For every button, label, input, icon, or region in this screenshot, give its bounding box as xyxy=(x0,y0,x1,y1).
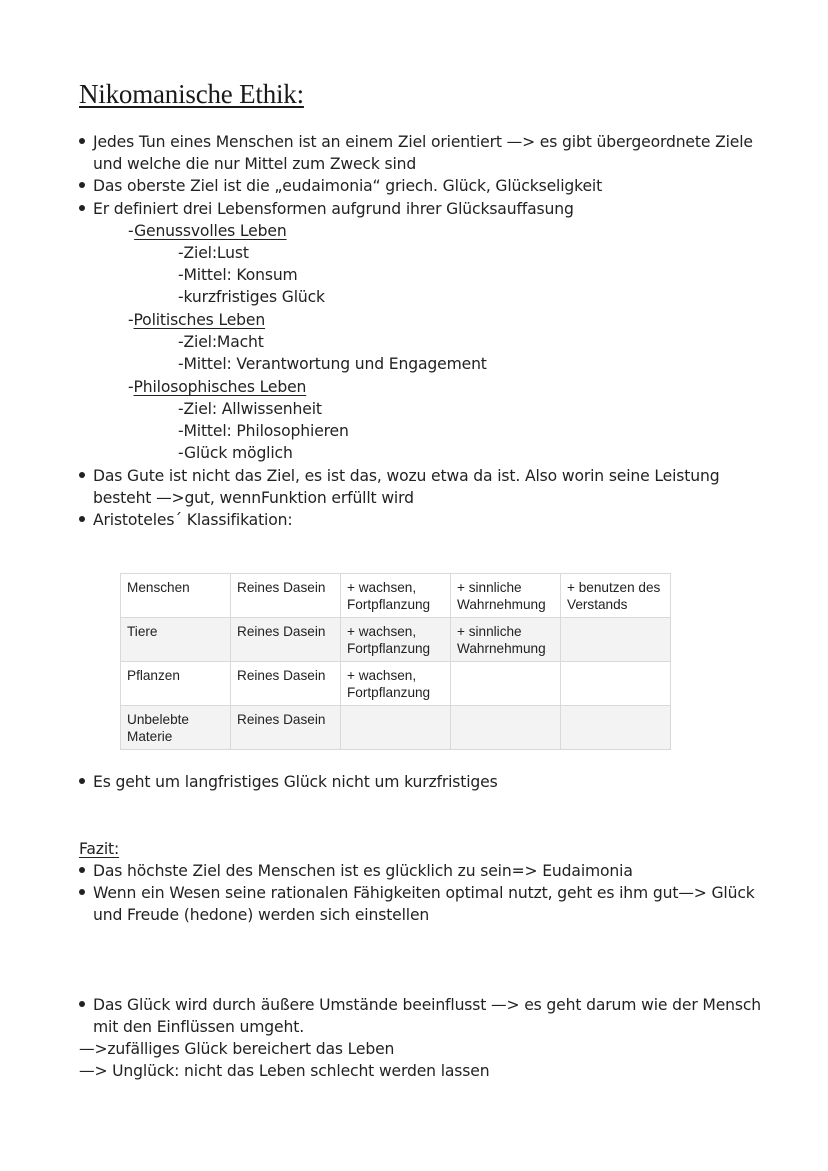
bullet-text: Das Gute ist nicht das Ziel, es ist das, wozu etwa da ist. Also worin seine Leistung xyxy=(93,467,720,485)
bullet-text: Wenn ein Wesen seine rationalen Fähigkeiten optimal nutzt, geht es ihm gut—> Glück xyxy=(93,884,755,902)
bullet-text: Jedes Tun eines Menschen ist an einem Ziel orientiert —> es gibt übergeordnete Ziele xyxy=(93,133,753,151)
bullet-item xyxy=(79,771,498,793)
bullet-icon xyxy=(79,516,85,522)
bullet-icon xyxy=(79,889,85,895)
lebensform-detail: -Mittel: Verantwortung und Engagement xyxy=(178,355,487,373)
table-row xyxy=(121,618,671,662)
table-cell: Pflanzen xyxy=(121,662,231,706)
table-cell: + wachsen, Fortpflanzung xyxy=(341,662,451,706)
lebensform-detail: -Ziel:Lust xyxy=(178,244,249,262)
bullet-icon xyxy=(79,1001,85,1007)
table-cell: Reines Dasein xyxy=(231,574,341,618)
table-cell: + sinnliche Wahrnehmung xyxy=(451,574,561,618)
lebensform-detail: -Ziel:Macht xyxy=(178,333,264,351)
table-cell: Reines Dasein xyxy=(231,662,341,706)
table-cell: + wachsen, Fortpflanzung xyxy=(341,574,451,618)
table-cell: Reines Dasein xyxy=(231,706,341,750)
lebensform-detail: -Glück möglich xyxy=(178,444,293,462)
lebensform-name: Politisches Leben xyxy=(133,311,266,329)
lebensform-detail: -Mittel: Konsum xyxy=(178,266,298,284)
bullet-item xyxy=(79,509,292,531)
page-title: Nikomanische Ethik: xyxy=(79,79,304,109)
table-cell xyxy=(561,662,671,706)
lebensform-detail: -Ziel: Allwissenheit xyxy=(178,400,322,418)
bullet-item xyxy=(79,994,761,1016)
bullet-text: Er definiert drei Lebensformen aufgrund ihrer Glücksauffasung xyxy=(93,200,574,218)
bullet-text: Aristoteles´ Klassifikation: xyxy=(93,511,293,529)
bullet-item xyxy=(79,860,633,882)
bullet-item xyxy=(79,198,574,220)
bullet-continuation: mit den Einflüssen umgeht. xyxy=(93,1018,305,1036)
bullet-icon xyxy=(79,472,85,478)
bullet-text: Das höchste Ziel des Menschen ist es glücklich zu sein=> Eudaimonia xyxy=(93,862,633,880)
table-cell: + sinnliche Wahrnehmung xyxy=(451,618,561,662)
bullet-icon xyxy=(79,205,85,211)
table-cell: Unbelebte Materie xyxy=(121,706,231,750)
lebensform-detail: -Mittel: Philosophieren xyxy=(178,422,349,440)
bullet-continuation: besteht —>gut, wennFunktion erfüllt wird xyxy=(93,489,414,507)
bullet-text: Es geht um langfristiges Glück nicht um kurzfristiges xyxy=(93,773,498,791)
fazit-heading: Fazit: xyxy=(79,840,120,858)
table-row xyxy=(121,662,671,706)
table-cell: Tiere xyxy=(121,618,231,662)
arrow-line: —> Unglück: nicht das Leben schlecht werden lassen xyxy=(79,1062,490,1080)
bullet-icon xyxy=(79,867,85,873)
table-cell: + wachsen, Fortpflanzung xyxy=(341,618,451,662)
lebensform-heading: -Politisches Leben xyxy=(128,311,266,329)
table-cell: Menschen xyxy=(121,574,231,618)
table-cell xyxy=(561,618,671,662)
classification-table xyxy=(120,573,671,750)
table-cell: Reines Dasein xyxy=(231,618,341,662)
bullet-continuation: und Freude (hedone) werden sich einstellen xyxy=(93,906,430,924)
table-cell xyxy=(561,706,671,750)
bullet-item xyxy=(79,465,719,487)
bullet-item xyxy=(79,882,755,904)
table-cell xyxy=(341,706,451,750)
table-cell xyxy=(451,662,561,706)
bullet-item xyxy=(79,131,753,153)
table-row xyxy=(121,574,671,618)
table-row xyxy=(121,706,671,750)
lebensform-heading: -Philosophisches Leben xyxy=(128,378,307,396)
bullet-icon xyxy=(79,138,85,144)
arrow-line: —>zufälliges Glück bereichert das Leben xyxy=(79,1040,395,1058)
lebensform-name: Philosophisches Leben xyxy=(133,378,307,396)
lebensform-heading: -Genussvolles Leben xyxy=(128,222,287,240)
table-cell xyxy=(451,706,561,750)
bullet-icon xyxy=(79,778,85,784)
lebensform-name: Genussvolles Leben xyxy=(134,222,287,240)
bullet-item xyxy=(79,175,602,197)
bullet-continuation: und welche die nur Mittel zum Zweck sind xyxy=(93,155,417,173)
bullet-icon xyxy=(79,182,85,188)
bullet-text: Das oberste Ziel ist die „eudaimonia“ griech. Glück, Glückseligkeit xyxy=(93,177,603,195)
bullet-text: Das Glück wird durch äußere Umstände beeinflusst —> es geht darum wie der Mensch xyxy=(93,996,762,1014)
lebensform-detail: -kurzfristiges Glück xyxy=(178,288,325,306)
table-cell: + benutzen des Verstands xyxy=(561,574,671,618)
